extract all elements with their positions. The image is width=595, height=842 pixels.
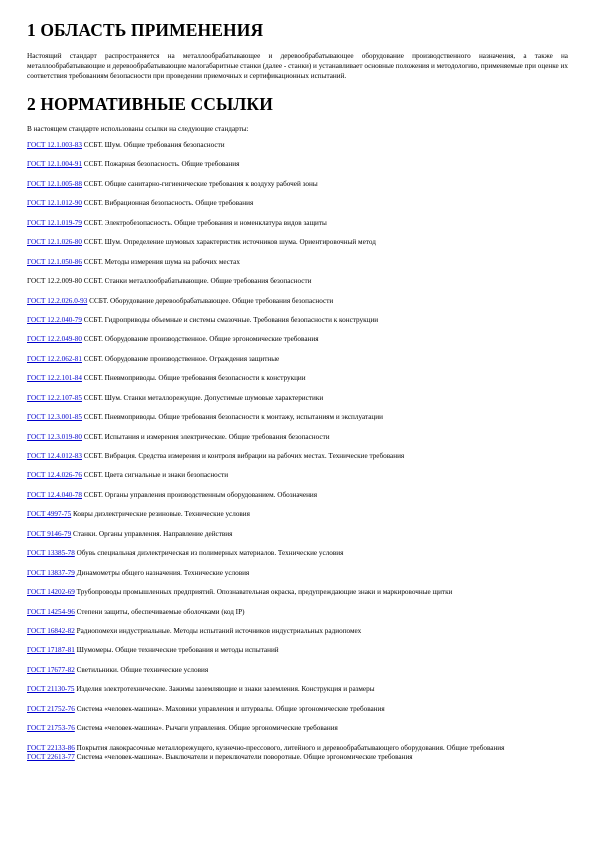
standard-link[interactable]: ГОСТ 14254-96 [27,607,75,616]
standard-link[interactable]: ГОСТ 12.1.003-83 [27,141,82,149]
standard-link[interactable]: ГОСТ 12.1.004-91 [27,160,82,169]
reference-item [27,219,568,229]
reference-item [27,452,568,462]
reference-item [27,277,568,287]
reference-item [27,666,568,676]
standard-link[interactable]: ГОСТ 16842-82 [27,626,75,635]
standard-link[interactable]: ГОСТ 12.1.050-86 [27,257,82,266]
standard-link[interactable]: ГОСТ 21130-75 [27,685,75,694]
reference-item [27,141,568,151]
standard-link[interactable]: ГОСТ 12.4.026-76 [27,471,82,480]
standard-link[interactable]: ГОСТ 13385-78 [27,549,75,558]
standard-link[interactable]: ГОСТ 12.4.040-78 [27,490,82,499]
standard-title: ССБТ. Оборудование производственное. Ограждения защитные [81,354,280,363]
standard-title: ССБТ. Общие санитарно-гигиенические требования к воздуху рабочей зоны [81,179,318,188]
standard-title: Изделия электротехнические. Зажимы заземляющие и знаки заземления. Конструкция и размеры [74,685,375,694]
standard-link[interactable]: ГОСТ 12.2.040-79 [27,315,82,324]
standard-title: ССБТ. Органы управления производственным оборудованием. Обозначения [81,490,318,499]
standard-link[interactable]: ГОСТ 12.2.062-81 [27,354,82,363]
standard-link[interactable]: ГОСТ 17677-82 [27,665,75,674]
reference-item [27,569,568,579]
references-list [27,141,568,763]
standard-title: Станки. Органы управления. Направление действия [71,529,233,538]
reference-item [27,510,568,520]
standard-link[interactable]: ГОСТ 9146-79 [27,529,72,538]
standard-title: Шумомеры. Общие технические требования и методы испытаний [74,646,279,655]
reference-item [27,413,568,423]
reference-item [27,705,568,715]
reference-item [27,355,568,365]
standard-title: ССБТ. Испытания и измерения электрические. Общие требования безопасности [81,432,330,441]
standard-link[interactable]: ГОСТ 22133-86 [27,743,75,752]
standard-title: ССБТ. Гидроприводы объемные и системы смазочные. Требования безопасности к конструкции [81,315,379,324]
section-2-heading: 2 НОРМАТИВНЫЕ ССЫЛКИ [27,94,273,114]
standard-title: ССБТ. Методы измерения шума на рабочих местах [81,257,240,266]
standard-link[interactable]: ГОСТ 12.3.019-80 [27,432,82,441]
standard-title: Светильники. Общие технические условия [74,665,209,674]
standard-title: Покрытия лакокрасочные металлорежущего, кузнечно-прессового, литейного и деревообрабатывающего оборудования. Общие требования [74,743,505,752]
standard-title: Трубопроводы промышленных предприятий. Опознавательная окраска, предупреждающие знаки и маркировочные щитки [74,588,453,597]
standard-title: ССБТ. Пожарная безопасность. Общие требования [81,160,240,169]
standard-link[interactable]: ГОСТ 12.2.101-84 [27,374,82,383]
reference-item [27,433,568,443]
reference-item [27,530,568,540]
reference-item [27,588,568,598]
standard-title: ССБТ. Шум. Станки металлорежущие. Допустимые шумовые характеристики [81,393,324,402]
standard-title: ССБТ. Пневмоприводы. Общие требования безопасности к конструкции [81,374,306,383]
standard-link[interactable]: ГОСТ 21752-76 [27,704,75,713]
standard-link[interactable]: ГОСТ 12.2.049-80 [27,335,82,344]
standard-title: Радиопомехи индустриальные. Методы испытаний источников индустриальных радиопомех [74,626,362,635]
standard-title: ССБТ. Оборудование деревообрабатывающее. Общие требования безопасности [87,296,334,305]
standard-code: ГОСТ 12.2.009-80 [27,277,82,286]
reference-item [27,549,568,559]
standard-title: ССБТ. Оборудование производственное. Общие эргономические требования [81,335,319,344]
reference-item [27,180,568,190]
standard-title: Обувь специальная диэлектрическая из полимерных материалов. Технические условия [74,549,344,558]
standard-link[interactable]: ГОСТ 22613-77 [27,753,75,762]
standard-link[interactable]: ГОСТ 12.2.026.0-93 [27,296,88,305]
standard-link[interactable]: ГОСТ 14202-69 [27,588,75,597]
standard-link[interactable]: ГОСТ 12.1.019-79 [27,218,82,227]
standard-link[interactable]: ГОСТ 12.3.001-85 [27,413,82,422]
standard-title: Система «человек-машина». Маховики управления и штурвалы. Общие эргономические требования [74,704,385,713]
document-page [27,18,568,773]
standard-title: Динамометры общего назначения. Технические условия [74,568,250,577]
section-1-heading: 1 ОБЛАСТЬ ПРИМЕНЕНИЯ [27,20,264,40]
reference-item [27,335,568,345]
standard-link[interactable]: ГОСТ 13837-79 [27,568,75,577]
reference-item [27,744,568,754]
standard-link[interactable]: ГОСТ 12.1.026-80 [27,238,82,247]
standard-link[interactable]: ГОСТ 12.4.012-83 [27,452,82,460]
standard-link[interactable]: ГОСТ 17187-81 [27,646,75,655]
reference-item [27,627,568,637]
reference-item [27,608,568,618]
standard-title: ССБТ. Цвета сигнальные и знаки безопасности [81,471,229,480]
reference-item [27,685,568,695]
standard-title: ССБТ. Вибрация. Средства измерения и контроля вибрации на рабочих местах. Технические требования [81,452,405,460]
reference-item [27,374,568,384]
reference-item [27,753,568,763]
standard-link[interactable]: ГОСТ 12.2.107-85 [27,393,82,402]
standard-title: ССБТ. Электробезопасность. Общие требования и номенклатура видов защиты [81,218,327,227]
standard-link[interactable]: ГОСТ 12.1.012-90 [27,199,82,208]
reference-item [27,297,568,307]
standard-title: Система «человек-машина». Рычаги управления. Общие эргономические требования [74,724,338,733]
standard-link[interactable]: ГОСТ 4997-75 [27,510,72,519]
reference-item [27,471,568,481]
reference-item [27,491,568,501]
reference-item [27,160,568,170]
references-lead: В настоящем стандарте использованы ссылки на следующие стандарты: [27,125,249,133]
standard-title: ССБТ. Шум. Определение шумовых характеристик источников шума. Ориентировочный метод [81,238,376,247]
standard-title: Ковры диэлектрические резиновые. Технические условия [71,510,250,519]
reference-item [27,394,568,404]
reference-item [27,238,568,248]
reference-item [27,646,568,656]
standard-title: ССБТ. Шум. Общие требования безопасности [81,141,225,149]
reference-item [27,258,568,268]
reference-item [27,199,568,209]
section-1-text: Настоящий стандарт распространяется на металлообрабатывающее и деревообрабатывающее оборудование производственного назначения, а также на металлообрабатывающие и деревообрабатывающие малогабаритные станки (далее - станки) и устанавливает основные положения и методологию, применяемые при оценке их соответствия требованиям безопасности при проведении приемочных и сертификационных испытаний. [27,52,568,80]
standard-title: ССБТ. Вибрационная безопасность. Общие требования [81,199,254,208]
reference-item [27,724,568,734]
standard-link[interactable]: ГОСТ 12.1.005-88 [27,179,82,188]
reference-item [27,316,568,326]
standard-title: Система «человек-машина». Выключатели и переключатели поворотные. Общие эргономические требования [74,753,413,762]
standard-title: Степени защиты, обеспечиваемые оболочками (код IP) [74,607,245,616]
standard-title: ССБТ. Пневмоприводы. Общие требования безопасности к монтажу, испытаниям и эксплуатации [81,413,383,422]
standard-link[interactable]: ГОСТ 21753-76 [27,724,75,733]
standard-title: ССБТ. Станки металлообрабатывающие. Общие требования безопасности [81,277,312,286]
